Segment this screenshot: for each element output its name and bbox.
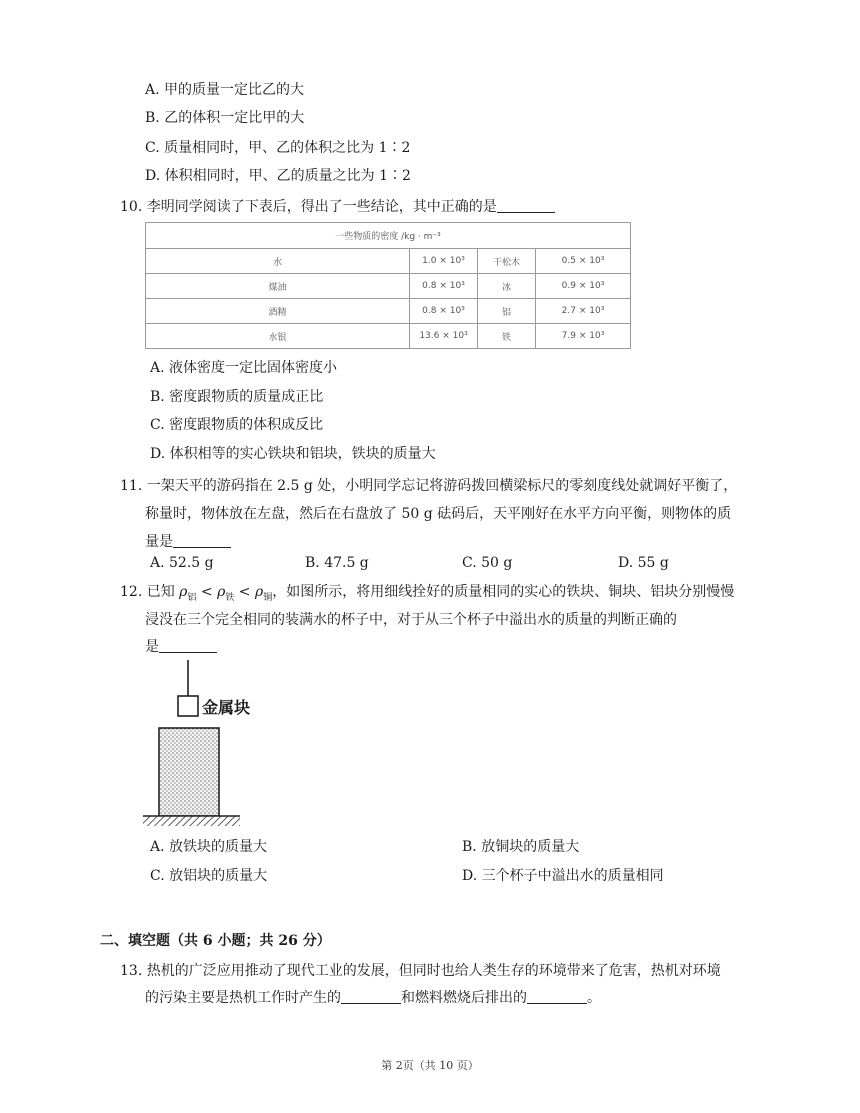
q11-line-2: 称量时，物体放在左盘，然后在右盘放了 50 g 砝码后，天平刚好在水平方向平衡，则物体的质 xyxy=(145,506,732,522)
q11-line-3 xyxy=(145,532,231,552)
table-cell: 干松木 xyxy=(478,249,536,274)
q10-stem xyxy=(120,197,555,217)
q11-answer-blank[interactable] xyxy=(173,533,231,548)
table-cell: 冰 xyxy=(478,274,536,299)
q12-option-a: A. 放铁块的质量大 xyxy=(150,839,268,855)
less-than: < xyxy=(196,584,218,600)
q9-option-a: A. 甲的质量一定比乙的大 xyxy=(145,82,305,98)
q11-line-3-text: 量是 xyxy=(145,534,173,550)
q12-line-1-rest: ，如图所示，将用细线拴好的质量相同的实心的铁块、铜块、铝块分别慢慢 xyxy=(272,584,735,600)
q11-option-a: A. 52.5 g xyxy=(150,555,214,571)
table-row xyxy=(146,324,631,349)
q13-line-1: 13. 热机的广泛应用推动了现代工业的发展，但同时也给人类生存的环境带来了危害，热机对环境 xyxy=(120,963,721,979)
q10-option-b: B. 密度跟物质的质量成正比 xyxy=(150,389,324,405)
density-table-title: 一些物质的密度 /kg · m⁻³ xyxy=(146,223,631,249)
q12-option-c: C. 放铝块的质量大 xyxy=(150,868,268,884)
table-cell: 煤油 xyxy=(146,274,410,299)
page-number: 第 2页（共 10 页） xyxy=(381,1059,479,1072)
table-cell: 铝 xyxy=(478,299,536,324)
water-cup xyxy=(159,728,219,816)
metal-block-cup-figure xyxy=(140,656,270,836)
rho-symbol: ρ xyxy=(217,584,226,600)
table-cell: 0.5 × 10³ xyxy=(536,249,631,274)
q13-line-2b: 和燃料燃烧后排出的 xyxy=(401,990,527,1006)
rho-symbol: ρ xyxy=(179,584,188,600)
table-cell: 1.0 × 10³ xyxy=(410,249,478,274)
q10-stem-text: 10. 李明同学阅读了下表后，得出了一些结论，其中正确的是 xyxy=(120,199,497,215)
metal-block-label: 金属块 xyxy=(202,698,251,717)
table-cell: 0.8 × 10³ xyxy=(410,274,478,299)
q9-option-b: B. 乙的体积一定比甲的大 xyxy=(145,110,305,126)
q10-option-c: C. 密度跟物质的体积成反比 xyxy=(150,417,324,433)
q10-option-d: D. 体积相等的实心铁块和铝块，铁块的质量大 xyxy=(150,446,436,462)
q13-line-2a: 的污染主要是热机工作时产生的 xyxy=(145,990,341,1006)
table-cell: 水 xyxy=(146,249,410,274)
density-table xyxy=(145,222,631,349)
q13-line-2 xyxy=(145,988,601,1008)
table-cell: 2.7 × 10³ xyxy=(536,299,631,324)
table-row xyxy=(146,274,631,299)
q10-option-a: A. 液体密度一定比固体密度小 xyxy=(150,360,338,376)
table-cell: 0.9 × 10³ xyxy=(536,274,631,299)
q12-line-1 xyxy=(120,582,734,608)
table-row xyxy=(146,249,631,274)
q11-line-1: 11. 一架天平的游码指在 2.5 g 处，小明同学忘记将游码拨回横梁标尺的零刻度线处就调好平衡了， xyxy=(120,478,738,494)
table-cell: 13.6 × 10³ xyxy=(410,324,478,349)
q12-line-3 xyxy=(145,637,217,657)
q9-option-c: C. 质量相同时，甲、乙的体积之比为 1∶2 xyxy=(145,140,411,156)
q12-prefix: 12. 已知 xyxy=(120,584,180,600)
q12-option-d: D. 三个杯子中溢出水的质量相同 xyxy=(462,868,664,884)
q13-blank-2[interactable] xyxy=(527,989,587,1004)
subscript-copper: 铜 xyxy=(263,592,273,603)
q9-option-d: D. 体积相同时，甲、乙的质量之比为 1∶2 xyxy=(145,168,411,184)
q13-blank-1[interactable] xyxy=(341,989,401,1004)
q12-line-3-text: 是 xyxy=(145,639,159,655)
subscript-aluminum: 铝 xyxy=(187,592,197,603)
table-cell: 铁 xyxy=(478,324,536,349)
rho-symbol: ρ xyxy=(254,584,264,600)
q12-option-b: B. 放铜块的质量大 xyxy=(462,839,580,855)
q11-option-b: B. 47.5 g xyxy=(305,555,369,571)
ground-base xyxy=(143,816,240,826)
q12-answer-blank[interactable] xyxy=(159,638,217,653)
subscript-iron: 铁 xyxy=(225,592,235,603)
q11-option-c: C. 50 g xyxy=(462,555,513,571)
table-cell: 7.9 × 10³ xyxy=(536,324,631,349)
less-than: < xyxy=(234,584,255,600)
metal-block xyxy=(178,696,198,716)
q12-line-2: 浸没在三个完全相同的装满水的杯子中，对于从三个杯子中溢出水的质量的判断正确的 xyxy=(145,612,677,628)
table-cell: 0.8 × 10³ xyxy=(410,299,478,324)
table-cell: 水银 xyxy=(146,324,410,349)
table-cell: 酒精 xyxy=(146,299,410,324)
q10-answer-blank[interactable] xyxy=(497,198,555,213)
section-heading: 二、填空题（共 6 小题；共 26 分） xyxy=(100,933,331,949)
q13-line-2c: 。 xyxy=(587,990,601,1006)
table-row xyxy=(146,299,631,324)
q11-option-d: D. 55 g xyxy=(618,555,669,571)
